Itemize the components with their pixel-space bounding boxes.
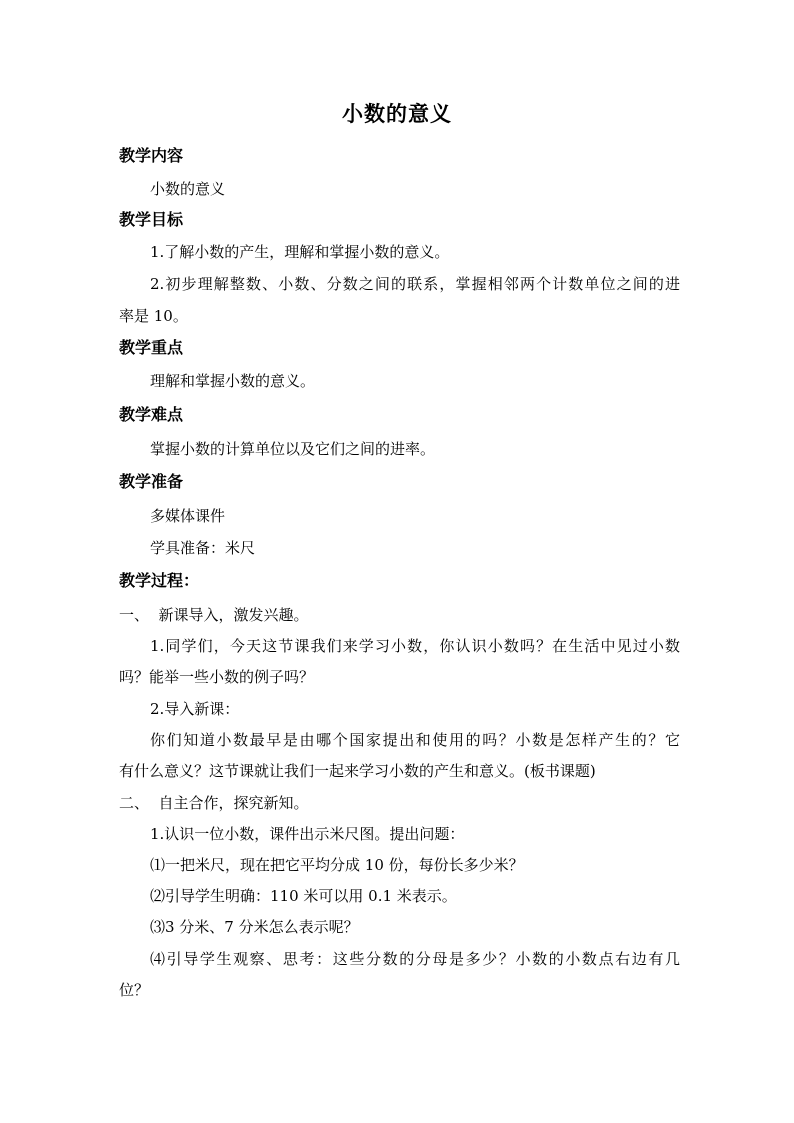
process-part-2-question-2: ⑵引导学生明确：110 米可以用 0.1 米表示。 bbox=[150, 887, 457, 905]
goal-item-1: 1.了解小数的产生，理解和掌握小数的意义。 bbox=[150, 243, 450, 261]
difficulties-text: 掌握小数的计算单位以及它们之间的进率。 bbox=[150, 440, 436, 458]
key-points-text: 理解和掌握小数的意义。 bbox=[150, 372, 316, 390]
process-part-1-p1-line-2: 吗？能举一些小数的例子吗？ bbox=[119, 668, 315, 686]
preparation-line-1: 多媒体课件 bbox=[150, 507, 226, 525]
process-part-2-question-4-line-1: ⑷引导学生观察、思考：这些分数的分母是多少？小数的小数点右边有几 bbox=[150, 950, 680, 968]
process-part-1-p3-line-1: 你们知道小数最早是由哪个国家提出和使用的吗？小数是怎样产生的？它 bbox=[150, 731, 680, 749]
process-part-1-p2: 2.导入新课： bbox=[150, 700, 240, 718]
process-part-2-p1: 1.认识一位小数，课件出示米尺图。提出问题： bbox=[150, 825, 465, 843]
process-part-2-question-3: ⑶3 分米、7 分米怎么表示呢？ bbox=[150, 918, 359, 936]
teaching-content-text: 小数的意义 bbox=[150, 180, 226, 198]
preparation-line-2: 学具准备：米尺 bbox=[150, 539, 256, 557]
document-title: 小数的意义 bbox=[342, 101, 452, 126]
goal-item-2-line-1: 2.初步理解整数、小数、分数之间的联系，掌握相邻两个计数单位之间的进 bbox=[150, 275, 680, 293]
process-part-2-question-1: ⑴一把米尺，现在把它平均分成 10 份，每份长多少米？ bbox=[150, 856, 524, 874]
process-part-2-question-4-line-2: 位？ bbox=[119, 981, 150, 999]
heading-teaching-process: 教学过程： bbox=[119, 571, 200, 590]
heading-teaching-content: 教学内容 bbox=[119, 146, 184, 165]
process-part-1-p3-line-2: 有什么意义？这节课就让我们一起来学习小数的产生和意义。(板书课题) bbox=[119, 762, 596, 780]
heading-key-points: 教学重点 bbox=[119, 338, 184, 357]
process-part-2-heading: 二、 自主合作，探究新知。 bbox=[119, 794, 309, 812]
process-part-1-heading: 一、 新课导入，激发兴趣。 bbox=[119, 606, 309, 624]
process-part-1-p1-line-1: 1.同学们，今天这节课我们来学习小数，你认识小数吗？在生活中见过小数 bbox=[150, 637, 680, 655]
heading-teaching-goals: 教学目标 bbox=[119, 210, 184, 229]
heading-difficulties: 教学难点 bbox=[119, 405, 184, 424]
heading-preparation: 教学准备 bbox=[119, 472, 184, 491]
goal-item-2-line-2: 率是 10。 bbox=[119, 307, 188, 325]
